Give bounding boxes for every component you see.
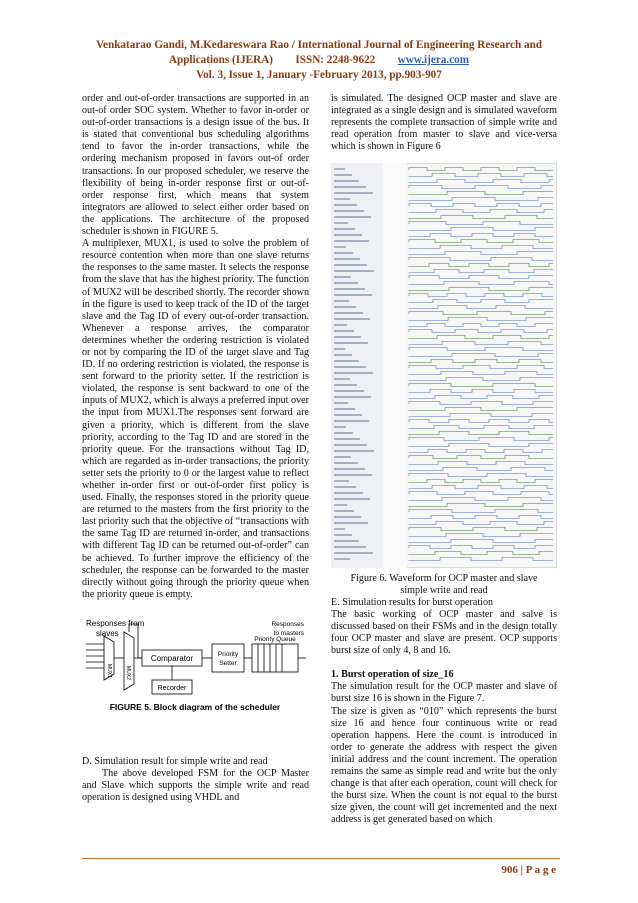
header-line-2 <box>60 53 578 68</box>
header-line-3: Vol. 3, Issue 1, January -February 2013, pp.903-907 <box>196 69 442 81</box>
right-paragraph-4: The simulation result for the OCP master and slave of burst size 16 is shown in the Figure 7. <box>331 681 557 705</box>
fig5-label-responses-from: Responses from <box>86 618 145 628</box>
page-number: 906 | P a g e <box>501 864 556 876</box>
header-line-1: Venkatarao Gandi, M.Kedareswara Rao / International Journal of Engineering Research and <box>95 39 543 51</box>
fig5-label-responses: Responses <box>271 620 304 628</box>
fig5-label-setter: Setter <box>219 659 237 667</box>
left-paragraph-1: order and out-of-order transactions are supported in an out-of order SOC system. Whether to favor in-order or out-of-order transactions is a design issue of the bus. It is stated that conventional bus scheduling algorithms tend to favor the in-order transactions, while the ordering mechanism proposed in favors out-of order transactions. In our proposed scheduler, we reserve the flexibility of being in-order response first or out-of-order response first, which means that system integrators are allowed to select either order based on the applications. The architecture of the proposed scheduler is shown in FIGURE 5. <box>82 93 309 238</box>
figure-6-caption-line-2: simple write and read <box>400 584 488 596</box>
fig5-priority-setter-box <box>212 644 244 672</box>
fig5-mux2-shape <box>124 632 134 690</box>
right-paragraph-5: The size is given as “010” which represents the burst size 16 and hence four continuous write or read operation happens. Here the count is introduced in order to generate the address with respect the given initial address and the count increment. The operation remains the same as simple read and write but the only change is that after each operation, count will check for the burst size. When the count is not equal to the burst size given, the count will get incremented and the next address is get generated based on which <box>331 705 557 826</box>
figure-5-block-diagram <box>82 614 309 752</box>
right-paragraph-1: is simulated. The designed OCP master and slave are integrated as a single design and is simulated waveform represents the complete transaction of simple write and read operation from master to slave and vice-versa which is shown in Figure 6 <box>331 93 557 153</box>
fig5-label-priority-queue: Priority Queue <box>254 635 296 643</box>
fig5-caption: FIGURE 5. Block diagram of the scheduler <box>109 701 281 712</box>
figure-6-waveform <box>331 163 557 568</box>
right-subsection-e-heading: E. Simulation results for burst operation <box>331 596 494 608</box>
right-paragraph-3: The basic working of OCP master and salve is discussed based on their FSMs and in the design totally four OCP master and slave are present. OCP supports burst size of only 4, 8 and 16. <box>331 608 557 657</box>
fig5-label-comparator: Comparator <box>150 653 194 663</box>
fig5-label-priority: Priority <box>217 650 239 658</box>
fig5-label-recorder: Recorder <box>157 684 187 692</box>
header-issn: ISSN: 2248-9622 <box>295 54 376 66</box>
header-url-link[interactable]: www.ijera.com <box>397 54 470 66</box>
figure-6-caption-line-1: Figure 6. Waveform for OCP master and slave <box>350 572 538 584</box>
left-paragraph-4: The above developed FSM for the OCP Master and Slave which supports the simple write and read operation is designed using VHDL and <box>82 768 309 804</box>
left-paragraph-2: A multiplexer, MUX1, is used to solve the problem of resource contention when more than one slave returns the responses to the same master. It selects the response from the slave that has the highest priority. The function of MUX2 will be described shortly. The recorder shown in the figure is used to keep track of the ID of the target slave and the Tag ID of every out-of-order transaction. Whenever a response arrives, the comparator determines whether the ordering restriction is violated or not by comparing the ID of the target slave and Tag ID. If no ordering restriction is violated, the response is sent forward to the priority setter. If the restriction is violated, the response is sent backward to one of the inputs of MUX2, which is always a preferred input over the input from MUX1.The responses sent forward are given a priority, which is different from the slave priority, according to the Tag ID and are stored in the priority queue. For the transactions without Tag ID, which are regarded as in-order transactions, the priority setter sets the priority to 0 or the largest value to reflect whether in-order first or out-of-order first policy is used. Finally, the responses stored in the priority queue are returned to the masters from the first priority to the last priority such that the objective of “transactions with the same Tag ID are returned in-order, and transactions with different Tag ID can be returned out-of-order” can be achieved. To further improve the efficiency of the scheduler, the response can be forwarded to the master directly without going through the priority queue when the priority queue is empty. <box>82 238 309 600</box>
fig5-label-to-masters: to masters <box>273 629 304 637</box>
header-journal-name: Applications (IJERA) <box>168 54 274 66</box>
left-subsection-d-heading: D. Simulation result for simple write and read <box>82 756 268 768</box>
fig5-label-mux1: MUX1 <box>106 663 112 678</box>
figure-6-caption <box>331 573 557 597</box>
left-column <box>82 93 309 804</box>
right-heading-burst-16: 1. Burst operation of size_16 <box>331 669 454 681</box>
footer-rule <box>82 858 560 859</box>
fig5-label-mux2: MUX2 <box>125 665 131 680</box>
fig5-priority-queue-box <box>252 644 298 672</box>
right-column <box>331 93 557 826</box>
fig5-label-slaves: slaves <box>96 628 119 638</box>
journal-header <box>60 38 578 83</box>
